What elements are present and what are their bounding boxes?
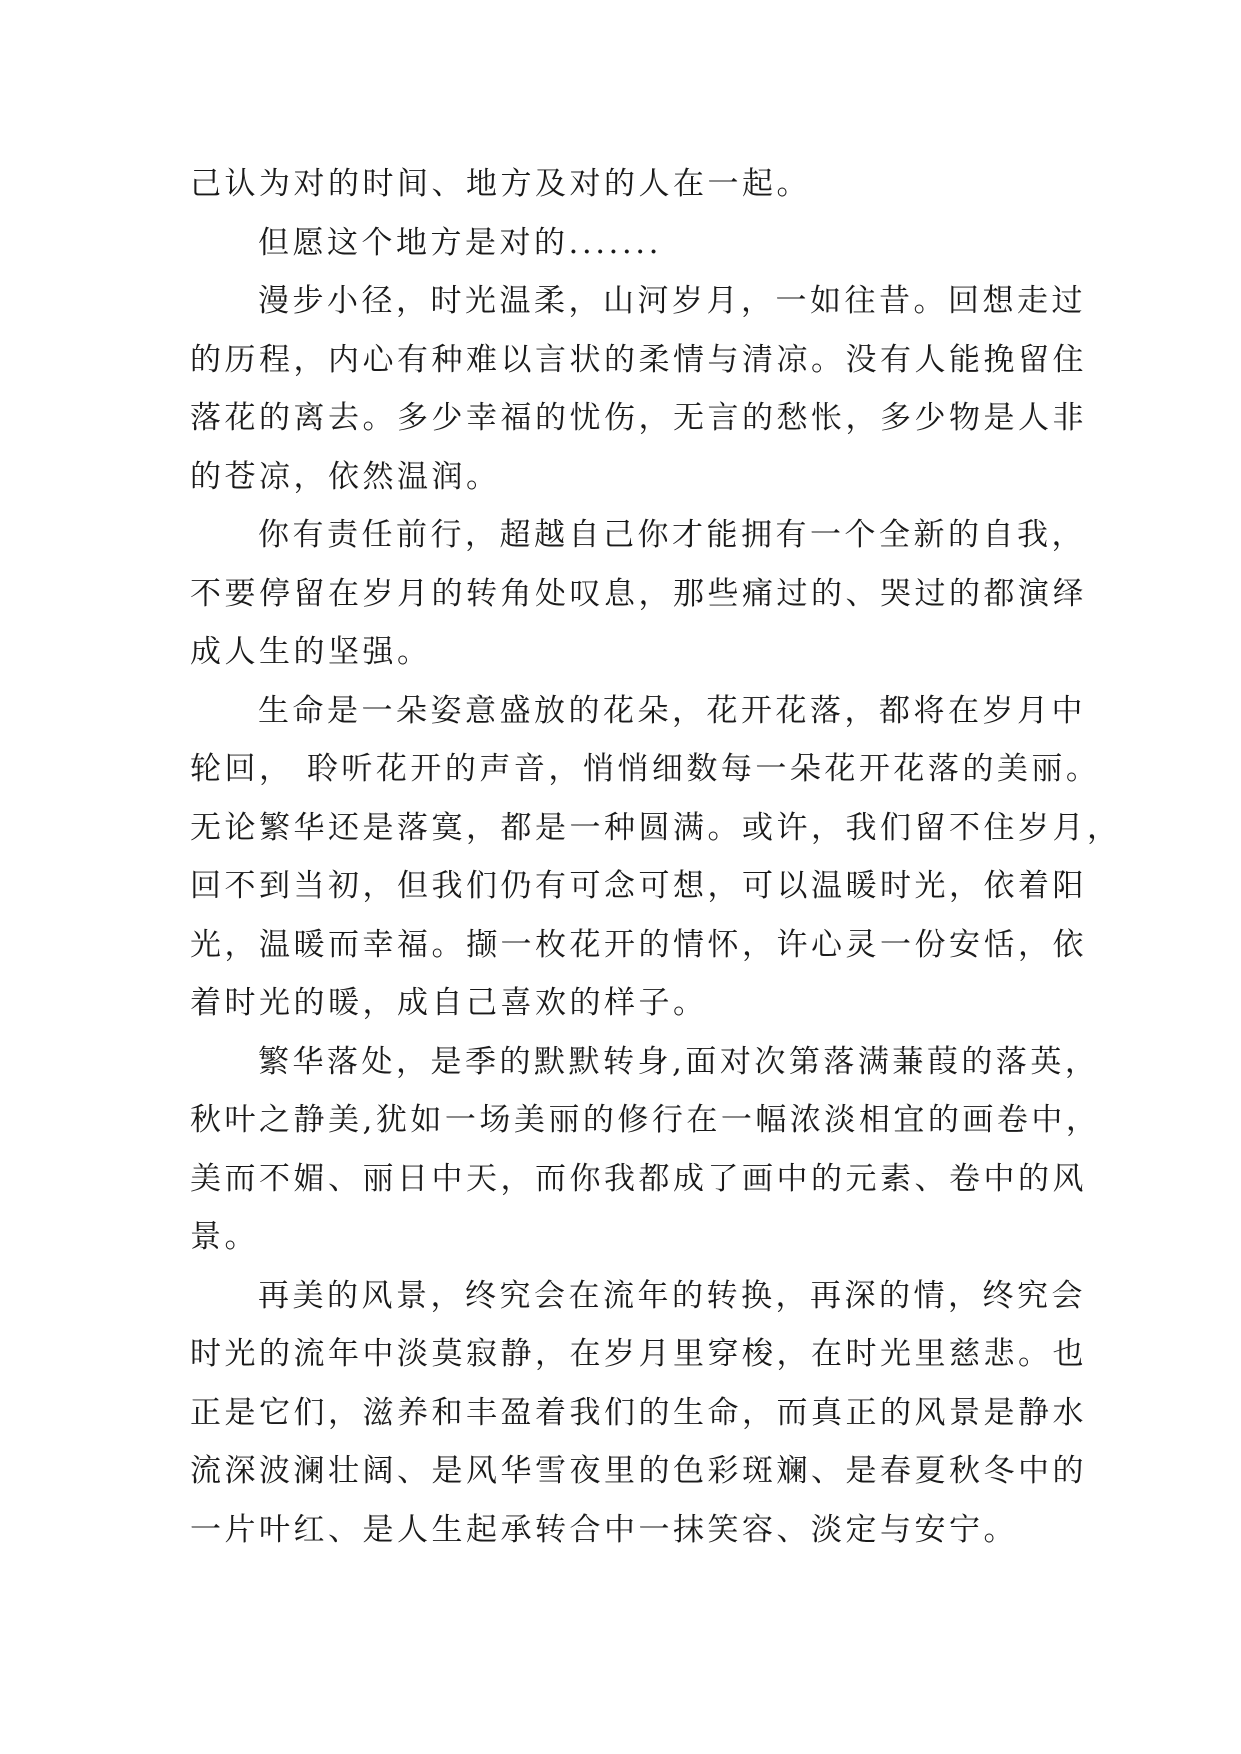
text-line: 己认为对的时间、地方及对的人在一起。	[190, 166, 811, 202]
text-line: 的历程，内心有种难以言状的柔情与清凉。没有人能挽留住	[190, 341, 1087, 378]
text-line: 回不到当初，但我们仍有可念可想，可以温暖时光，依着阳	[190, 868, 1087, 904]
text-line: 成人生的坚强。	[190, 634, 432, 670]
text-line: 景。	[190, 1219, 259, 1255]
text-line: 的苍凉，依然温润。	[190, 458, 501, 495]
text-line: 不要停留在岁月的转角处叹息，那些痛过的、哭过的都演绎	[190, 575, 1087, 612]
text-line: 生命是一朵姿意盛放的花朵，花开花落，都将在岁月中	[258, 692, 1086, 729]
text-line: 流深波澜壮阔、是风华雪夜里的色彩斑斓、是春夏秋冬中的	[190, 1453, 1087, 1489]
text-line: 美而不媚、丽日中天，而你我都成了画中的元素、卷中的风	[190, 1160, 1087, 1197]
text-line: 繁华落处，是季的默默转身,面对次第落满蒹葭的落英，	[258, 1043, 1100, 1080]
text-line: 着时光的暖，成自己喜欢的样子。	[190, 985, 708, 1021]
text-line: 落花的离去。多少幸福的忧伤，无言的愁怅，多少物是人非	[190, 400, 1087, 436]
text-line: 再美的风景，终究会在流年的转换，再深的情，终究会	[258, 1277, 1086, 1314]
body-text	[190, 155, 1122, 1559]
text-line: 你有责任前行，超越自己你才能拥有一个全新的自我，	[258, 517, 1086, 553]
text-line: 一片叶红、是人生起承转合中一抹笑容、淡定与安宁。	[190, 1511, 1018, 1548]
text-line: 但愿这个地方是对的.......	[258, 224, 662, 261]
text-line: 漫步小径，时光温柔，山河岁月，一如往昔。回想走过	[258, 283, 1086, 319]
text-line: 无论繁华还是落寞，都是一种圆满。或许，我们留不住岁月，	[190, 809, 1122, 846]
text-line: 光，温暖而幸福。撷一枚花开的情怀，许心灵一份安恬，依	[190, 926, 1087, 963]
text-line: 时光的流年中淡莫寂静，在岁月里穿梭，在时光里慈悲。也	[190, 1336, 1087, 1372]
text-line: 秋叶之静美,犹如一场美丽的修行在一幅浓淡相宜的画卷中，	[190, 1102, 1101, 1138]
text-line: 正是它们，滋养和丰盈着我们的生命，而真正的风景是静水	[190, 1394, 1087, 1431]
text-line: 轮回， 聆听花开的声音，悄悄细数每一朵花开花落的美丽。	[190, 751, 1101, 787]
